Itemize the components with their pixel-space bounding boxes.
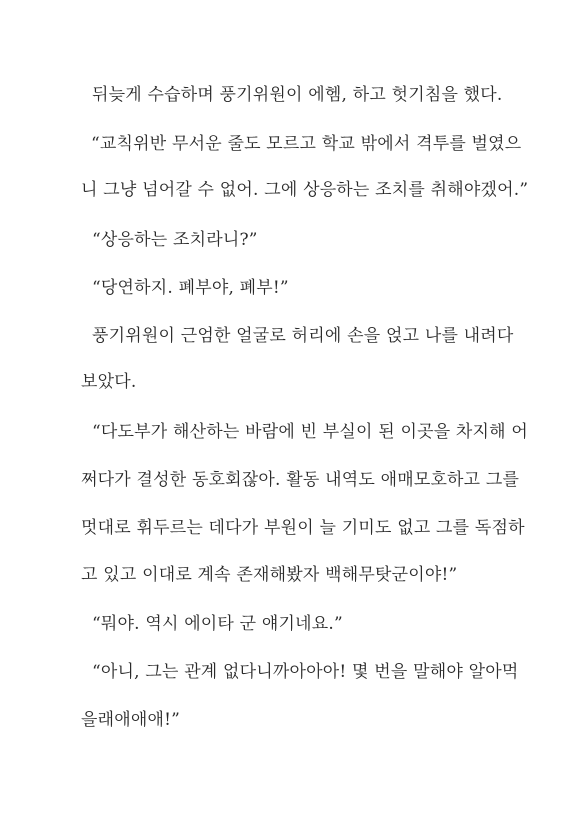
text-line: 풍기위원이 근엄한 얼굴로 허리에 손을 얹고 나를 내려다 [92, 326, 514, 346]
text-line: “당연하지. 폐부야, 폐부!” [92, 278, 289, 298]
text-line: “교칙위반 무서운 줄도 모르고 학교 밖에서 격투를 벌였으 [91, 134, 522, 154]
text-line: 고 있고 이대로 계속 존재해봤자 백해무탓군이야!” [81, 565, 458, 585]
text-line: 멋대로 휘두르는 데다가 부원이 늘 기미도 없고 그를 독점하 [81, 518, 525, 538]
text-line: “상응하는 조치라니?” [92, 230, 258, 250]
text-line: 을래애애애!” [81, 710, 181, 730]
text-line: 쩌다가 결성한 동호회잖아. 활동 내역도 애매모호하고 그를 [81, 470, 520, 490]
text-line: 보았다. [81, 372, 137, 392]
text-line: “다도부가 해산하는 바람에 빈 부실이 된 이곳을 차지해 어 [92, 422, 529, 442]
text-line: 뒤늦게 수습하며 풍기위원이 에헴, 하고 헛기침을 했다. [92, 85, 503, 105]
text-line: 니 그냥 넘어갈 수 없어. 그에 상응하는 조치를 취해야겠어.” [81, 180, 529, 200]
text-line: “아니, 그는 관계 없다니까아아아! 몇 번을 말해야 알아먹 [92, 662, 519, 682]
text-line: “뭐야. 역시 에이타 군 얘기네요.” [92, 614, 343, 634]
